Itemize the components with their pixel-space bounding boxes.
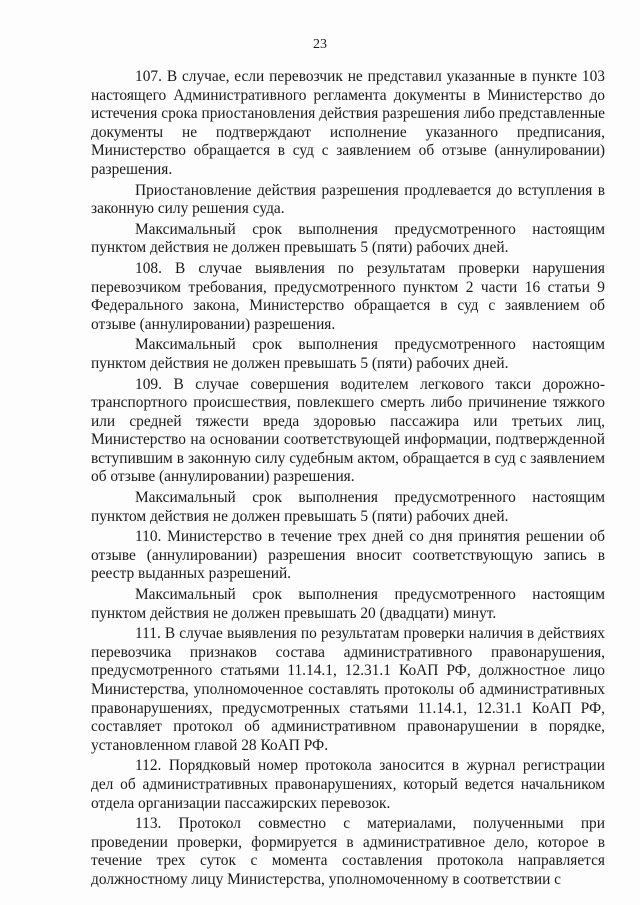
paragraph-112: 112. Порядковый номер протокола заносится в журнал регистрации дел об административных правонарушениях, который ведется начальником отдела организации пассажирских перевозок. xyxy=(91,757,605,812)
paragraph-max-term-109: Максимальный срок выполнения предусмотренного настоящим пунктом действия не должен превышать 5 (пяти) рабочих дней. xyxy=(91,489,605,525)
paragraph-max-term-108: Максимальный срок выполнения предусмотренного настоящим пунктом действия не должен превышать 5 (пяти) рабочих дней. xyxy=(91,336,605,372)
paragraph-108: 108. В случае выявления по результатам проверки нарушения перевозчиком требования, предусмотренного пунктом 2 части 16 статьи 9 Федерального закона, Министерство обращается в суд с заявлением об отзыве (аннулировании) разрешения. xyxy=(91,259,605,333)
paragraph-111: 111. В случае выявления по результатам проверки наличия в действиях перевозчика признаков состава административного правонарушения, предусмотренного статьями 11.14.1, 12.31.1 КоАП РФ, должностное лицо Министерства, уполномоченное составлять протоколы об административных правонарушениях, предусмотренных статьями 11.14.1, 12.31.1 КоАП РФ, составляет протокол об административном правонарушении в порядке, установленном главой 28 КоАП РФ. xyxy=(91,625,605,754)
paragraph-max-term-107: Максимальный срок выполнения предусмотренного настоящим пунктом действия не должен превышать 5 (пяти) рабочих дней. xyxy=(91,220,605,257)
paragraph-max-term-110: Максимальный срок выполнения предусмотренного настоящим пунктом действия не должен превышать 20 (двадцати) минут. xyxy=(91,586,605,622)
paragraph-109: 109. В случае совершения водителем легкового такси дорожно-транспортного происшествия, повлекшего смерть либо причинение тяжкого или средней тяжести вреда здоровью пассажира или третьих лиц, Министерство на основании соответствующей информации, подтвержденной вступившим в законную силу судебным актом, обращается в суд с заявлением об отзыве (аннулировании) разрешения. xyxy=(91,375,605,486)
paragraph-107: 107. В случае, если перевозчик не представил указанные в пункте 103 настоящего Административного регламента документы в Министерство до истечения срока приостановления действия разрешения либо представленные документы не подтверждают исполнение указанного предписания, Министерство обращается в суд с заявлением об отзыве (аннулировании) разрешения. xyxy=(91,68,605,178)
paragraph-suspension-extension: Приостановление действия разрешения продлевается до вступления в законную силу решения суда. xyxy=(91,181,605,218)
paragraph-113: 113. Протокол совместно с материалами, полученными при проведении проверки, формируется в административное дело, которое в течение трех суток с момента составления протокола направляется должностному лицу Министерства, уполномоченному в соответствии с xyxy=(91,815,605,888)
page-number: 23 xyxy=(313,37,327,52)
paragraph-110: 110. Министерство в течение трех дней со дня принятия решении об отзыве (аннулировании) разрешения вносит соответствующую запись в реестр выданных разрешений. xyxy=(91,528,605,583)
document-body xyxy=(91,68,605,892)
